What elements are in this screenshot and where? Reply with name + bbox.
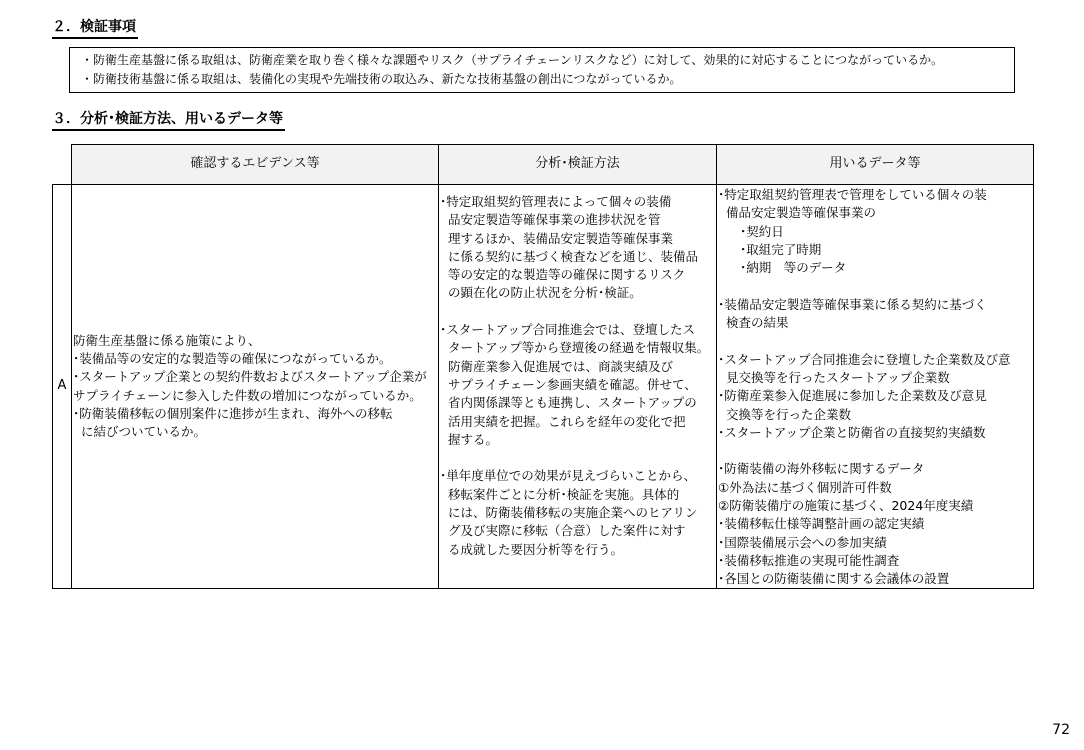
evidence-line: ･装備品等の安定的な製造等の確保につながっているか。 bbox=[73, 350, 392, 366]
row-label: A bbox=[52, 184, 72, 589]
data-line: ･取組完了時期 bbox=[740, 241, 822, 257]
method-line: サプライチェーン参画実績を確認。併せて、 bbox=[448, 376, 697, 392]
method-line: の顕在化の防止状況を分析･検証。 bbox=[448, 285, 642, 301]
method-cell bbox=[438, 184, 717, 589]
evidence-line: ･防衛装備移転の個別案件に進捗が生まれ、海外への移転 bbox=[73, 405, 393, 421]
data-line: 備品安定製造等確保事業の bbox=[726, 205, 877, 221]
page-number: 72 bbox=[1052, 722, 1070, 738]
data-line: 検査の結果 bbox=[726, 315, 789, 331]
method-line: 等の安定的な製造等の確保に関するリスク bbox=[448, 267, 686, 283]
data-line: ①外為法に基づく個別許可件数 bbox=[718, 479, 892, 495]
evidence-cell bbox=[71, 184, 439, 589]
data-line: ･防衛産業参入促進展に参加した企業数及び意見 bbox=[718, 388, 987, 404]
method-line: 省内関係課等とも連携し、スタートアップの bbox=[448, 395, 697, 411]
method-line: ･単年度単位での効果が見えづらいことから、 bbox=[440, 468, 697, 484]
evidence-line: サプライチェーンに参入した件数の増加につながっているか。 bbox=[73, 387, 422, 403]
data-line: ②防衛装備庁の施策に基づく、2024年度実績 bbox=[718, 498, 974, 514]
method-line: ･特定取組契約管理表によって個々の装備 bbox=[440, 194, 672, 209]
data-cell bbox=[716, 184, 1034, 589]
method-line: 移転案件ごとに分析･検証を実施。具体的 bbox=[448, 486, 680, 502]
data-line: ･納期 等のデータ bbox=[740, 260, 847, 276]
method-line: タートアップ等から登壇後の経過を情報収集。 bbox=[448, 340, 710, 356]
data-line: ･スタートアップ企業と防衛省の直接契約実績数 bbox=[718, 424, 986, 440]
section-3-title: ３．分析･検証方法、用いるデータ等 bbox=[52, 110, 285, 131]
verification-items-box bbox=[69, 47, 1015, 93]
method-line: には、防衛装備移転の実施企業へのヒアリン bbox=[448, 505, 698, 521]
table-header-method: 分析･検証方法 bbox=[438, 144, 717, 185]
table-header-evidence: 確認するエビデンス等 bbox=[71, 144, 439, 185]
data-line: ･各国との防衛装備に関する会議体の設置 bbox=[718, 571, 950, 587]
evidence-line: 防衛生産基盤に係る施策により、 bbox=[73, 332, 261, 348]
data-line: ･装備品安定製造等確保事業に係る契約に基づく bbox=[718, 296, 987, 312]
verification-item: ・防衛技術基盤に係る取組は、装備化の実現や先端技術の取込み、新たな技術基盤の創出につながっているか。 bbox=[81, 72, 682, 86]
method-line: 防衛産業参入促進展では、商談実績及び bbox=[448, 358, 674, 374]
evidence-line: ･スタートアップ企業との契約件数およびスタートアップ企業が bbox=[73, 369, 427, 385]
evidence-line: に結びついているか。 bbox=[81, 424, 207, 440]
data-line: ･スタートアップ合同推進会に登壇した企業数及び意 bbox=[718, 351, 1011, 367]
method-line: る成就した要因分析等を行う。 bbox=[448, 541, 624, 557]
method-line: グ及び実際に移転（合意）した案件に対す bbox=[448, 523, 686, 539]
method-line: 品安定製造等確保事業の進捗状況を管 bbox=[448, 212, 661, 228]
method-line: に係る契約に基づく検査などを通じ、装備品 bbox=[448, 248, 699, 264]
data-line: 見交換等を行ったスタートアップ企業数 bbox=[726, 369, 950, 385]
method-line: 活用実績を把握。これらを経年の変化で把 bbox=[448, 413, 686, 429]
data-line: 交換等を行った企業数 bbox=[726, 406, 852, 422]
data-line: ･契約日 bbox=[740, 223, 784, 239]
verification-item: ・防衛生産基盤に係る取組は、防衛産業を取り巻く様々な課題やリスク（サプライチェーンリスクなど）に対して、効果的に対応することにつながっているか。 bbox=[81, 53, 944, 67]
method-line: 握する。 bbox=[448, 431, 499, 447]
data-line: ･国際装備展示会への参加実績 bbox=[718, 534, 887, 550]
data-line: ･装備移転推進の実現可能性調査 bbox=[718, 552, 900, 568]
method-line: 理するほか、装備品安定製造等確保事業 bbox=[448, 230, 674, 246]
data-line: ･装備移転仕様等調整計画の認定実績 bbox=[718, 516, 925, 532]
data-line: ･防衛装備の海外移転に関するデータ bbox=[718, 461, 925, 477]
section-2-title: ２．検証事項 bbox=[52, 18, 138, 39]
method-line: ･スタートアップ合同推進会では、登壇したス bbox=[440, 322, 696, 338]
table-header-data: 用いるデータ等 bbox=[716, 144, 1034, 185]
data-line: ･特定取組契約管理表で管理をしている個々の装 bbox=[718, 187, 987, 202]
